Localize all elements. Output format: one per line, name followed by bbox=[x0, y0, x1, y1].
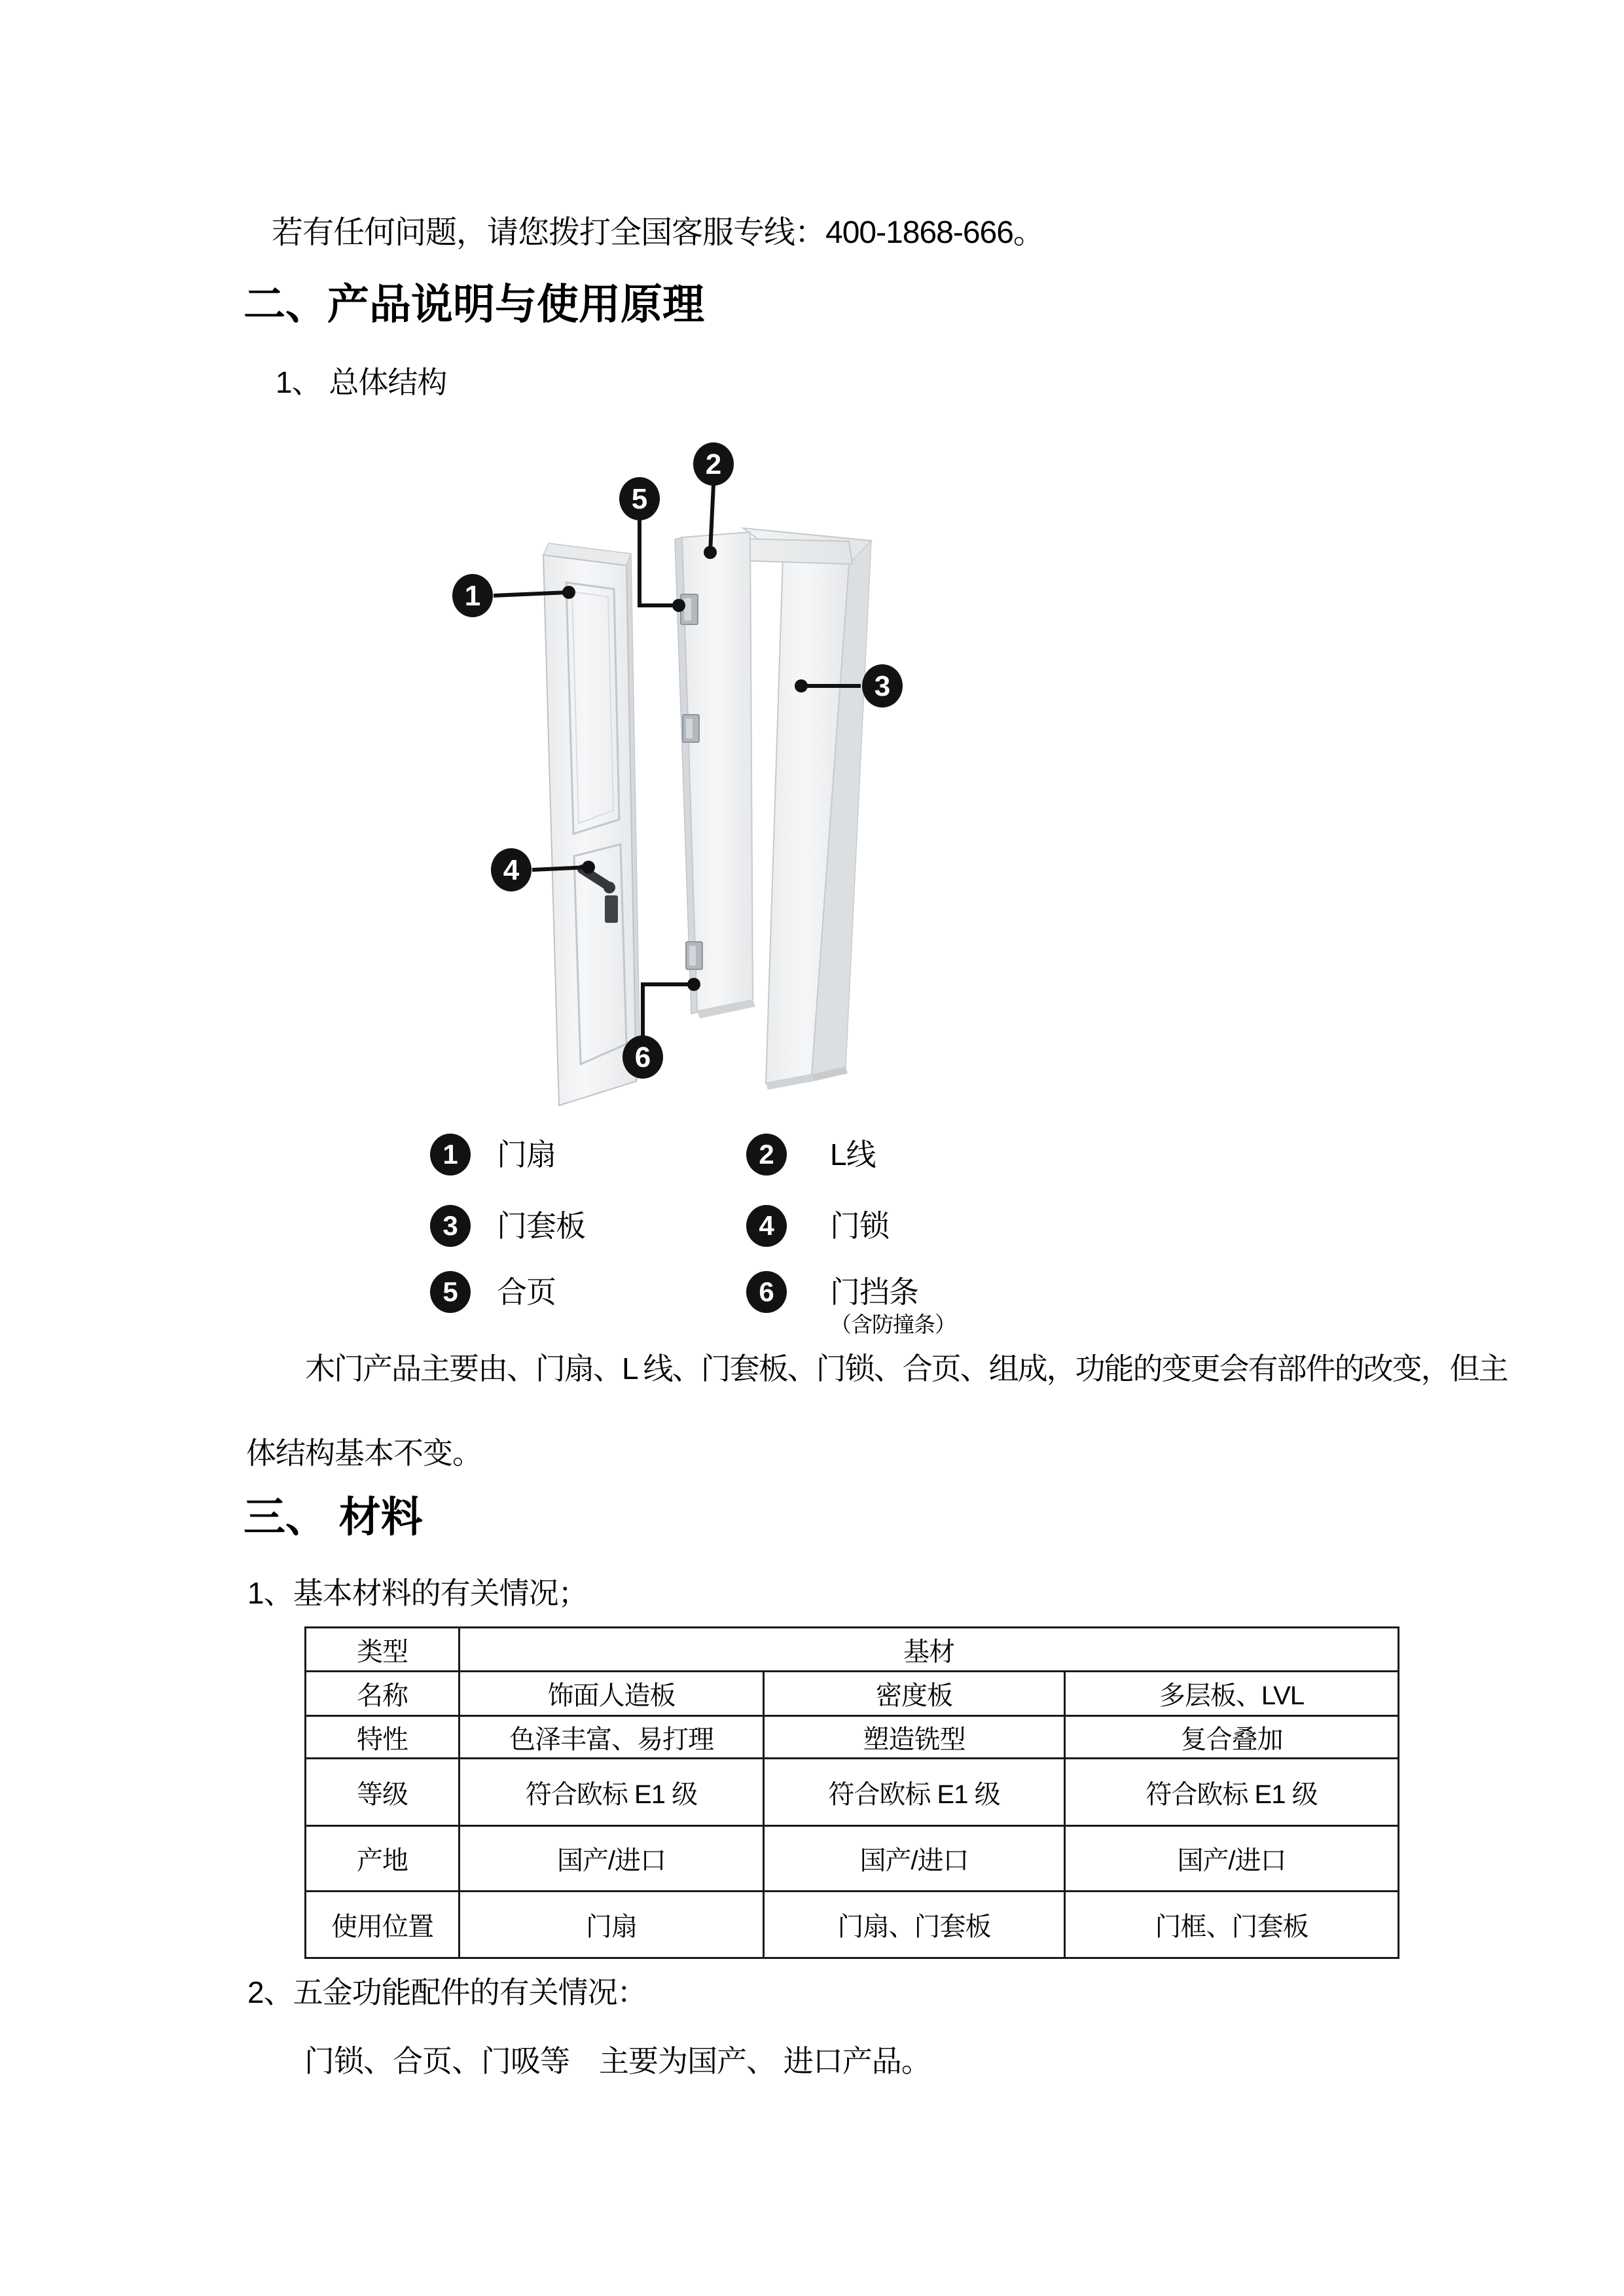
cell-usage-1: 门扇 bbox=[460, 1892, 764, 1958]
door-leaf bbox=[543, 543, 640, 1105]
cell-origin-1: 国产/进口 bbox=[460, 1826, 764, 1892]
leaf-front-face bbox=[543, 555, 636, 1105]
cell-usage-2: 门扇、门套板 bbox=[764, 1892, 1065, 1958]
cell-type-label: 类型 bbox=[306, 1628, 460, 1672]
legend-badge-5: 5 bbox=[430, 1271, 471, 1313]
door-casing-frame bbox=[743, 528, 871, 1090]
marker-l-line bbox=[693, 442, 734, 486]
marker-door-casing bbox=[862, 664, 903, 708]
svg-text:4: 4 bbox=[503, 854, 520, 886]
svg-text:2: 2 bbox=[705, 448, 722, 480]
hinge-middle bbox=[683, 715, 699, 742]
hardware-note: 门锁、合页、门吸等 主要为国产、 进口产品。 bbox=[304, 2044, 931, 2078]
cell-origin-3: 国产/进口 bbox=[1065, 1826, 1399, 1892]
structure-paragraph-line2: 体结构基本不变。 bbox=[246, 1436, 482, 1470]
legend-label-door-stop: 门挡条 bbox=[830, 1275, 918, 1309]
section3-title: 三、 材料 bbox=[244, 1494, 423, 1541]
section3-item-hardware: 2、五金功能配件的有关情况： bbox=[247, 1975, 647, 2009]
section3-item-basic-materials: 1、基本材料的有关情况； bbox=[247, 1576, 588, 1610]
table-row-name bbox=[306, 1672, 1399, 1716]
table-row-feature bbox=[306, 1716, 1399, 1759]
svg-text:1: 1 bbox=[464, 580, 481, 612]
leader-4 bbox=[532, 867, 588, 870]
legend-label-door-lock: 门锁 bbox=[830, 1209, 889, 1243]
cell-feature-1: 色泽丰富、易打理 bbox=[460, 1716, 764, 1759]
legend-label-hinge: 合页 bbox=[497, 1275, 556, 1309]
legend-item-l-line bbox=[746, 1134, 876, 1175]
table-row-type bbox=[306, 1628, 1399, 1672]
table-row-usage bbox=[306, 1892, 1399, 1958]
cell-grade-1: 符合欧标 E1 级 bbox=[460, 1759, 764, 1826]
table-row-origin bbox=[306, 1826, 1399, 1892]
svg-text:5: 5 bbox=[631, 483, 648, 515]
materials-table bbox=[304, 1626, 1399, 1959]
section2-item-overall-structure: 1、 总体结构 bbox=[276, 365, 447, 399]
cell-name-3: 多层板、LVL bbox=[1065, 1672, 1399, 1716]
svg-text:6: 6 bbox=[634, 1041, 651, 1073]
legend-sublabel-door-stop: （含防撞条） bbox=[830, 1312, 956, 1336]
marker-door-lock bbox=[491, 848, 532, 891]
legend-item-door-lock bbox=[746, 1205, 889, 1247]
cell-feature-3: 复合叠加 bbox=[1065, 1716, 1399, 1759]
hinge-bottom bbox=[686, 942, 702, 969]
marker-hinge bbox=[619, 477, 660, 520]
legend-label-door-casing: 门套板 bbox=[497, 1209, 585, 1243]
cell-origin-label: 产地 bbox=[306, 1826, 460, 1892]
cell-origin-2: 国产/进口 bbox=[764, 1826, 1065, 1892]
cell-grade-3: 符合欧标 E1 级 bbox=[1065, 1759, 1399, 1826]
cell-grade-label: 等级 bbox=[306, 1759, 460, 1826]
marker-door-leaf bbox=[452, 574, 493, 617]
cell-name-1: 饰面人造板 bbox=[460, 1672, 764, 1716]
legend-badge-1: 1 bbox=[430, 1134, 471, 1175]
legend-label-door-leaf: 门扇 bbox=[497, 1138, 556, 1172]
legend-badge-6: 6 bbox=[746, 1271, 787, 1313]
legend-item-hinge bbox=[430, 1271, 556, 1313]
door-structure-diagram bbox=[380, 419, 1021, 1113]
marker-door-stop bbox=[623, 1035, 663, 1079]
legend-badge-2: 2 bbox=[746, 1134, 787, 1175]
legend-item-door-casing bbox=[430, 1205, 585, 1247]
structure-paragraph-line1: 木门产品主要由、门扇、L 线、门套板、门锁、合页、组成，功能的变更会有部件的改变，但主 bbox=[305, 1352, 1507, 1386]
section2-title: 二、产品说明与使用原理 bbox=[244, 281, 704, 328]
cell-name-label: 名称 bbox=[306, 1672, 460, 1716]
svg-text:3: 3 bbox=[874, 670, 891, 702]
cell-usage-label: 使用位置 bbox=[306, 1892, 460, 1958]
cell-usage-3: 门框、门套板 bbox=[1065, 1892, 1399, 1958]
cell-feature-2: 塑造铣型 bbox=[764, 1716, 1065, 1759]
leader-6 bbox=[643, 984, 694, 1036]
legend-badge-4: 4 bbox=[746, 1205, 787, 1247]
leader-5 bbox=[640, 519, 679, 605]
cell-feature-label: 特性 bbox=[306, 1716, 460, 1759]
legend-item-door-stop bbox=[746, 1271, 956, 1336]
cell-base-material-span: 基材 bbox=[460, 1628, 1399, 1672]
door-exploded-view bbox=[380, 419, 1021, 1113]
legend-label-l-line: L线 bbox=[830, 1138, 876, 1172]
materials-table-wrap bbox=[304, 1626, 1399, 1959]
cell-grade-2: 符合欧标 E1 级 bbox=[764, 1759, 1065, 1826]
cell-name-2: 密度板 bbox=[764, 1672, 1065, 1716]
legend-item-door-leaf bbox=[430, 1134, 556, 1175]
customer-service-line: 若有任何问题，请您拨打全国客服专线：400-1868-666。 bbox=[272, 215, 1044, 250]
table-row-grade bbox=[306, 1759, 1399, 1826]
legend-badge-3: 3 bbox=[430, 1205, 471, 1247]
